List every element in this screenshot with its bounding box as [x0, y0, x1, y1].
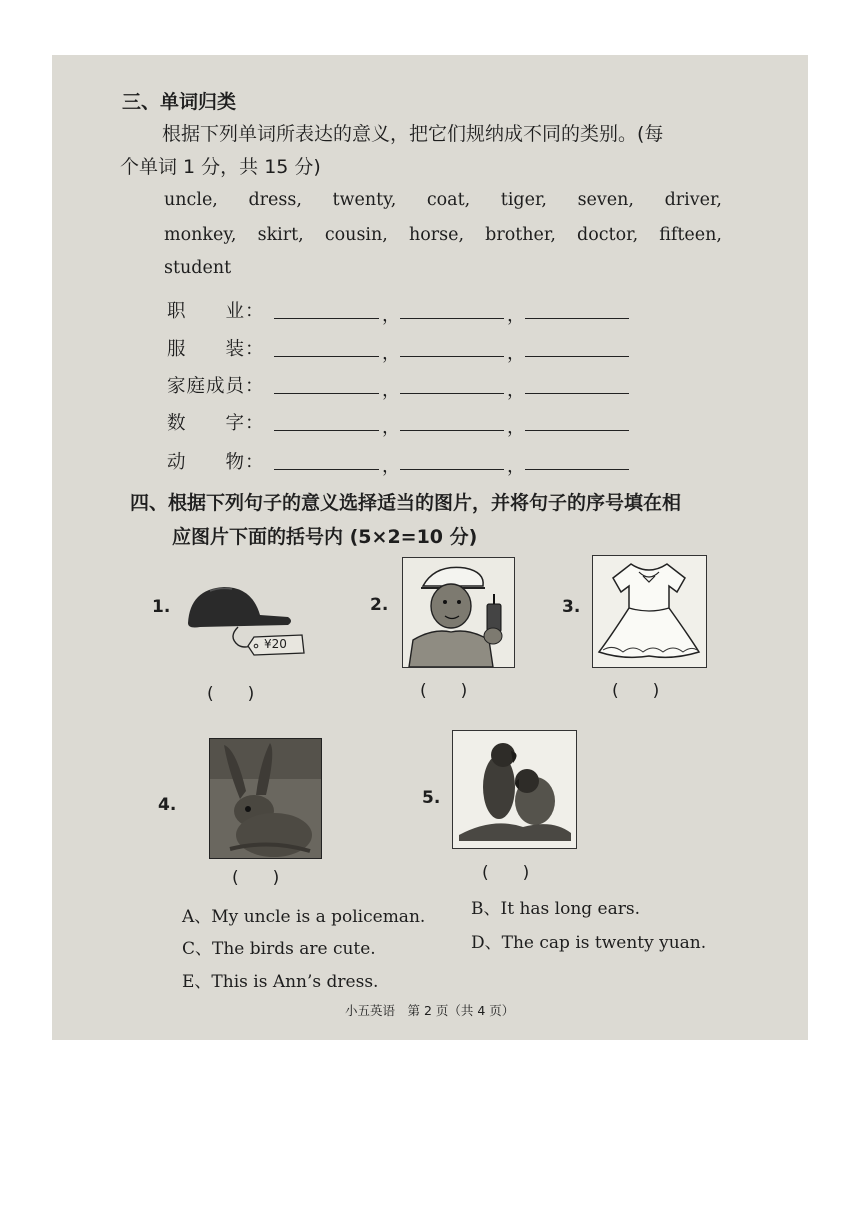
- word: twenty,: [332, 190, 397, 210]
- word: tiger,: [500, 190, 547, 210]
- option-b: B、It has long ears.: [471, 899, 641, 919]
- section4-title-line1: 四、根据下列句子的意义选择适当的图片，并将句子的序号填在相: [130, 492, 682, 514]
- answer-paren-4[interactable]: ( ): [232, 868, 280, 888]
- answer-paren-2[interactable]: ( ): [420, 681, 468, 701]
- category-label-family: 家庭成员：: [167, 376, 265, 397]
- dress-icon: [593, 556, 706, 667]
- answer-paren-3[interactable]: ( ): [612, 681, 660, 701]
- comma: ，: [507, 456, 525, 477]
- section3-title: 三、单词归类: [122, 91, 237, 113]
- word: horse,: [408, 225, 465, 245]
- answer-paren-1[interactable]: ( ): [207, 684, 255, 704]
- answer-blank[interactable]: [525, 318, 629, 319]
- cap-icon: [180, 575, 310, 665]
- word: skirt,: [257, 225, 304, 245]
- category-label-animals: 动 物：: [167, 452, 265, 473]
- word: fifteen,: [659, 225, 722, 245]
- policeman-picture: [402, 557, 515, 668]
- price-tag-label: ¥20: [264, 637, 287, 651]
- comma: ，: [382, 456, 400, 477]
- word: dress,: [248, 190, 302, 210]
- item-number-4: 4.: [158, 795, 177, 815]
- rabbit-icon: [210, 739, 321, 858]
- dress-picture: [592, 555, 707, 668]
- answer-blank[interactable]: [274, 356, 379, 357]
- comma: ，: [382, 417, 400, 438]
- answer-paren-5[interactable]: ( ): [482, 863, 530, 883]
- exam-page: [52, 55, 808, 1040]
- comma: ，: [507, 380, 525, 401]
- parrots-icon: [453, 731, 576, 848]
- word: coat,: [426, 190, 471, 210]
- category-label-numbers: 数 字：: [167, 413, 265, 434]
- section3-instruction-line1: 根据下列单词所表达的意义，把它们规纳成不同的类别。(每: [162, 123, 664, 145]
- item-number-3: 3.: [562, 597, 581, 617]
- parrots-picture: [452, 730, 577, 849]
- option-d: D、The cap is twenty yuan.: [471, 933, 707, 953]
- section4-title-line2: 应图片下面的括号内 (5×2=10 分): [172, 526, 478, 548]
- comma: ，: [382, 305, 400, 326]
- rabbit-picture: [209, 738, 322, 859]
- word: uncle,: [164, 190, 218, 210]
- comma: ，: [382, 380, 400, 401]
- cap-picture: [180, 575, 310, 665]
- word-row-1: [164, 190, 722, 210]
- word: driver,: [664, 190, 722, 210]
- answer-blank[interactable]: [274, 393, 379, 394]
- answer-blank[interactable]: [525, 469, 629, 470]
- category-label-occupation: 职 业：: [167, 301, 265, 322]
- item-number-1: 1.: [152, 597, 171, 617]
- answer-blank[interactable]: [274, 469, 379, 470]
- word: seven,: [577, 190, 634, 210]
- item-number-2: 2.: [370, 595, 389, 615]
- word: doctor,: [577, 225, 639, 245]
- word: brother,: [485, 225, 556, 245]
- answer-blank[interactable]: [400, 393, 504, 394]
- option-c: C、The birds are cute.: [182, 939, 376, 959]
- answer-blank[interactable]: [400, 430, 504, 431]
- answer-blank[interactable]: [274, 430, 379, 431]
- answer-blank[interactable]: [274, 318, 379, 319]
- word-row-2: [164, 225, 722, 245]
- item-number-5: 5.: [422, 788, 441, 808]
- answer-blank[interactable]: [400, 356, 504, 357]
- answer-blank[interactable]: [400, 469, 504, 470]
- category-label-clothing: 服 装：: [167, 339, 265, 360]
- option-a: A、My uncle is a policeman.: [182, 907, 426, 927]
- answer-blank[interactable]: [400, 318, 504, 319]
- answer-blank[interactable]: [525, 356, 629, 357]
- answer-blank[interactable]: [525, 393, 629, 394]
- word: cousin,: [324, 225, 388, 245]
- comma: ，: [382, 343, 400, 364]
- answer-blank[interactable]: [525, 430, 629, 431]
- page-footer: 小五英语 第 2 页（共 4 页）: [345, 1003, 515, 1018]
- comma: ，: [507, 343, 525, 364]
- option-e: E、This is Ann’s dress.: [182, 972, 379, 992]
- word: monkey,: [164, 225, 237, 245]
- policeman-icon: [403, 558, 514, 667]
- section3-instruction-line2: 个单词 1 分，共 15 分): [120, 156, 321, 178]
- word-row-3: student: [164, 258, 232, 278]
- comma: ，: [507, 417, 525, 438]
- comma: ，: [507, 305, 525, 326]
